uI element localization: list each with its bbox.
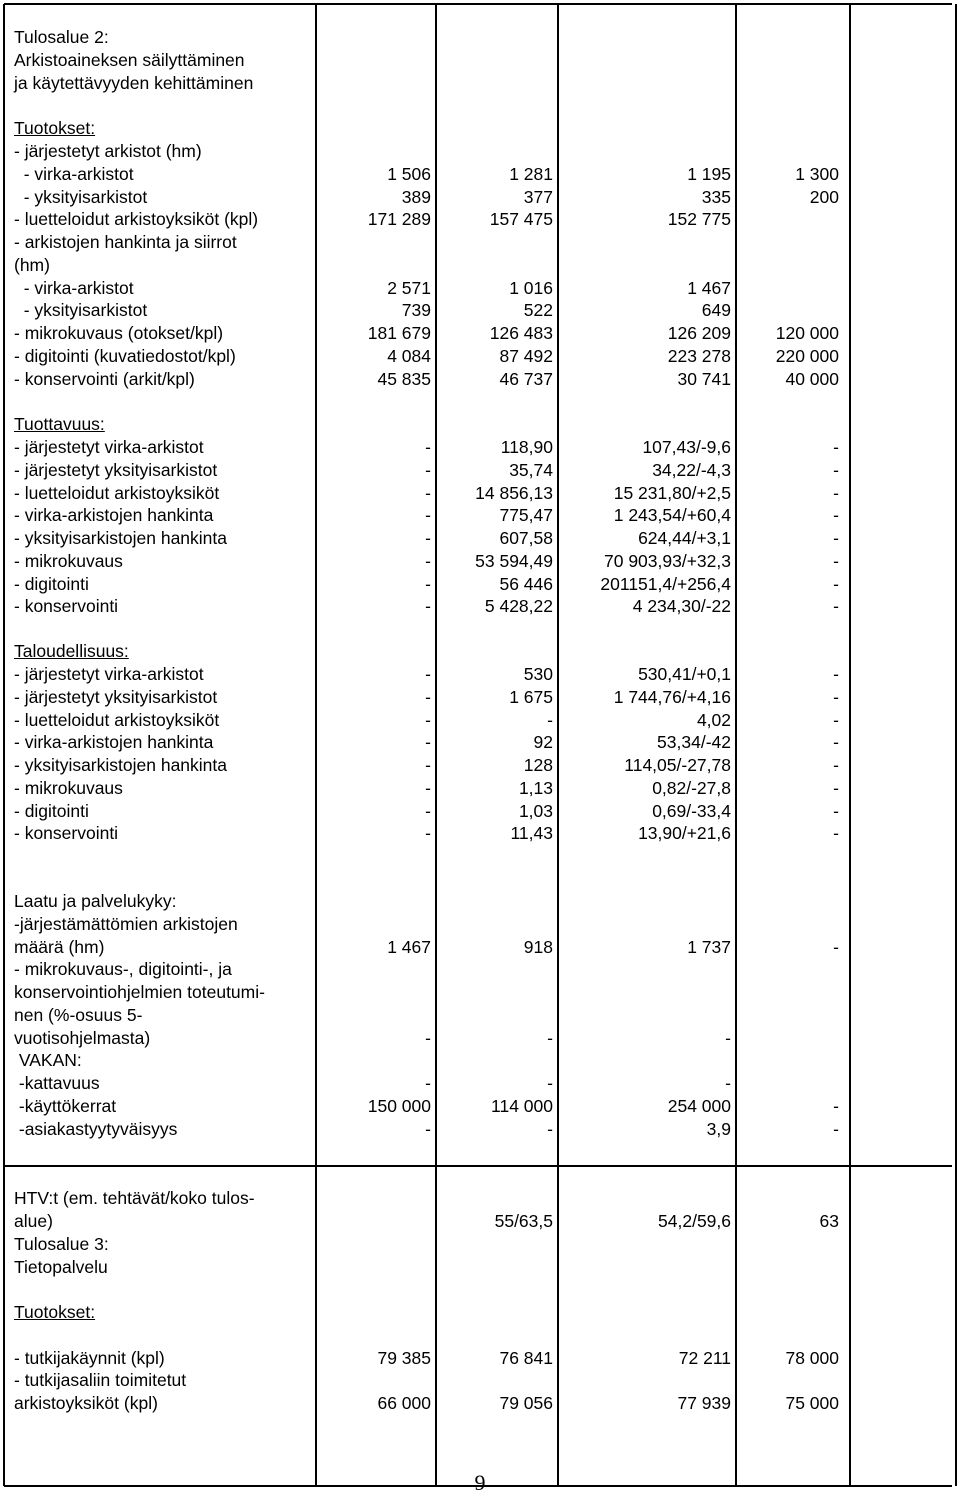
productivity-row-label: - yksityisarkistojen hankinta bbox=[14, 528, 227, 548]
htv-row-label: HTV:t (em. tehtävät/koko tulos- bbox=[14, 1188, 255, 1208]
productivity-row-value: - bbox=[425, 482, 431, 503]
economy-row-value: - bbox=[547, 709, 553, 730]
productivity-row-value: 56 446 bbox=[499, 573, 553, 594]
economy-row-value: 0,69/-33,4 bbox=[652, 800, 731, 821]
outputs-row-value: 79 056 bbox=[499, 1393, 553, 1413]
outputs-row-value: 157 475 bbox=[489, 209, 553, 230]
outputs-row-value: 66 000 bbox=[377, 1393, 431, 1413]
outputs-row-value: 1 281 bbox=[509, 163, 553, 184]
htv-row-value: 55/63,5 bbox=[494, 1210, 553, 1231]
economy-row-value: 0,82/-27,8 bbox=[652, 777, 731, 798]
outputs-row-value: 335 bbox=[701, 186, 731, 207]
quality-row-value: - bbox=[425, 1073, 431, 1093]
productivity-row-value: - bbox=[425, 459, 431, 480]
productivity-row-value: - bbox=[425, 550, 431, 571]
htv-row-value: 54,2/59,6 bbox=[658, 1210, 731, 1231]
outputs-row-label: (hm) bbox=[14, 254, 50, 275]
outputs-row-value: 30 741 bbox=[677, 368, 731, 389]
section-title: Tietopalvelu bbox=[14, 1256, 108, 1277]
quality-row-value: - bbox=[547, 1073, 553, 1093]
outputs-row-value: 1 467 bbox=[687, 277, 731, 298]
economy-row-value: - bbox=[425, 686, 431, 707]
section-title: Arkistoaineksen säilyttäminen bbox=[14, 49, 245, 70]
economy-heading: Taloudellisuus: bbox=[14, 641, 129, 661]
htv-row-value: 63 bbox=[819, 1210, 839, 1231]
productivity-row-label: - mikrokuvaus bbox=[14, 550, 123, 571]
outputs-row-value: 522 bbox=[523, 300, 553, 321]
productivity-row-value: 1 243,54/+60,4 bbox=[613, 505, 731, 526]
table-vertical-line bbox=[435, 4, 437, 1486]
table-horizontal-line bbox=[4, 3, 952, 5]
quality-row-label: nen (%-osuus 5- bbox=[14, 1004, 143, 1025]
outputs-row-value: 1 016 bbox=[509, 277, 553, 298]
economy-row-value: - bbox=[833, 709, 839, 730]
section-title: Tulosalue 3: bbox=[14, 1234, 109, 1254]
htv-row-label: alue) bbox=[14, 1210, 53, 1231]
outputs-row-value: 45 835 bbox=[377, 368, 431, 389]
outputs-row-value: 1 506 bbox=[387, 163, 431, 184]
outputs-row-value: 79 385 bbox=[377, 1348, 431, 1368]
outputs-row-value: 4 084 bbox=[387, 345, 431, 366]
productivity-row-value: 107,43/-9,6 bbox=[642, 437, 731, 457]
quality-row-label: - mikrokuvaus-, digitointi-, ja bbox=[14, 959, 232, 980]
productivity-row-value: - bbox=[425, 573, 431, 594]
quality-row-label: -asiakastyytyväisyys bbox=[14, 1118, 178, 1139]
outputs-row-label: arkistoyksiköt (kpl) bbox=[14, 1393, 158, 1413]
economy-row-value: - bbox=[833, 755, 839, 775]
productivity-row-label: - luetteloidut arkistoyksiköt bbox=[14, 482, 220, 503]
productivity-row-label: - järjestetyt yksityisarkistot bbox=[14, 459, 218, 480]
economy-row-value: - bbox=[833, 800, 839, 821]
economy-row-value: 1 675 bbox=[509, 686, 553, 707]
economy-row-value: 128 bbox=[523, 755, 553, 775]
economy-row-value: 114,05/-27,78 bbox=[624, 755, 731, 775]
outputs-row-value: 200 bbox=[809, 186, 839, 207]
quality-row-label: määrä (hm) bbox=[14, 936, 105, 957]
economy-row-label: - luetteloidut arkistoyksiköt bbox=[14, 709, 220, 730]
productivity-row-value: 34,22/-4,3 bbox=[652, 459, 731, 480]
table-vertical-line bbox=[557, 4, 559, 1486]
productivity-row-value: - bbox=[833, 573, 839, 594]
quality-row-value: - bbox=[725, 1073, 731, 1093]
outputs-row-value: 72 211 bbox=[678, 1348, 731, 1368]
productivity-heading: Tuottavuus: bbox=[14, 414, 105, 434]
outputs-row-value: 220 000 bbox=[775, 345, 839, 366]
outputs-row-label: - yksityisarkistot bbox=[14, 186, 148, 207]
productivity-row-value: 14 856,13 bbox=[475, 482, 553, 503]
productivity-row-value: 70 903,93/+32,3 bbox=[604, 550, 731, 571]
productivity-row-value: 35,74 bbox=[509, 459, 553, 480]
productivity-row-value: 775,47 bbox=[499, 505, 553, 526]
outputs-row-label: - mikrokuvaus (otokset/kpl) bbox=[14, 323, 224, 343]
economy-row-value: - bbox=[425, 664, 431, 684]
quality-row-value: 150 000 bbox=[367, 1095, 431, 1116]
outputs-row-value: 1 300 bbox=[795, 163, 839, 184]
economy-row-value: 530,41/+0,1 bbox=[638, 664, 731, 684]
productivity-row-value: - bbox=[833, 505, 839, 526]
economy-row-value: - bbox=[425, 777, 431, 798]
outputs-row-value: 46 737 bbox=[499, 368, 553, 389]
page-number: 9 bbox=[474, 1470, 486, 1495]
outputs-row-label: - tutkijasaliin toimitetut bbox=[14, 1370, 187, 1390]
outputs-row-value: 78 000 bbox=[785, 1348, 839, 1368]
productivity-row-value: 118,90 bbox=[500, 437, 553, 457]
productivity-row-value: 53 594,49 bbox=[475, 550, 553, 571]
productivity-row-label: - digitointi bbox=[14, 573, 89, 594]
quality-row-value: 254 000 bbox=[667, 1095, 731, 1116]
productivity-row-label: - virka-arkistojen hankinta bbox=[14, 505, 214, 526]
economy-row-value: - bbox=[425, 823, 431, 844]
outputs-heading: Tuotokset: bbox=[14, 118, 96, 138]
economy-row-value: 53,34/-42 bbox=[657, 732, 731, 753]
outputs-row-value: 223 278 bbox=[667, 345, 731, 366]
economy-row-label: - järjestetyt yksityisarkistot bbox=[14, 686, 218, 707]
outputs-row-value: 739 bbox=[401, 300, 431, 321]
productivity-row-value: 607,58 bbox=[499, 528, 553, 548]
economy-row-value: - bbox=[425, 755, 431, 775]
economy-row-value: 92 bbox=[533, 732, 553, 753]
outputs-row-value: 75 000 bbox=[785, 1393, 839, 1413]
outputs-row-value: 120 000 bbox=[775, 323, 839, 343]
outputs-row-value: 649 bbox=[701, 300, 731, 321]
section-title: ja käytettävyyden kehittäminen bbox=[14, 72, 254, 93]
economy-row-value: - bbox=[833, 664, 839, 684]
economy-row-value: - bbox=[833, 777, 839, 798]
quality-row-value: - bbox=[547, 1118, 553, 1139]
economy-row-value: - bbox=[425, 709, 431, 730]
quality-row-value: - bbox=[833, 936, 839, 957]
outputs-row-value: 152 775 bbox=[667, 209, 731, 230]
economy-row-value: 530 bbox=[523, 664, 553, 684]
economy-row-value: - bbox=[833, 686, 839, 707]
outputs-row-label: - yksityisarkistot bbox=[14, 300, 148, 321]
outputs-row-value: 40 000 bbox=[785, 368, 839, 389]
section-title: Tulosalue 2: bbox=[14, 27, 109, 47]
quality-row-value: 114 000 bbox=[491, 1095, 553, 1116]
economy-row-value: - bbox=[833, 732, 839, 753]
outputs-heading: Tuotokset: bbox=[14, 1302, 96, 1322]
productivity-row-value: - bbox=[833, 596, 839, 617]
quality-row-value: - bbox=[425, 1027, 431, 1048]
outputs-row-label: - luetteloidut arkistoyksiköt (kpl) bbox=[14, 209, 259, 230]
table-vertical-line bbox=[3, 4, 5, 1486]
productivity-row-value: 5 428,22 bbox=[484, 596, 553, 617]
quality-row-value: - bbox=[725, 1027, 731, 1048]
outputs-row-value: 76 841 bbox=[499, 1348, 553, 1368]
outputs-row-value: 181 679 bbox=[367, 323, 431, 343]
quality-row-label: VAKAN: bbox=[14, 1050, 82, 1071]
outputs-row-label: - konservointi (arkit/kpl) bbox=[14, 368, 195, 389]
productivity-row-value: - bbox=[833, 482, 839, 503]
productivity-row-value: - bbox=[425, 505, 431, 526]
quality-row-value: 1 467 bbox=[387, 936, 431, 957]
economy-row-label: - järjestetyt virka-arkistot bbox=[14, 664, 204, 684]
outputs-row-value: 126 483 bbox=[489, 323, 553, 343]
quality-row-value: 1 737 bbox=[687, 936, 731, 957]
productivity-row-value: 201151,4/+256,4 bbox=[600, 573, 731, 594]
quality-row-label: konservointiohjelmien toteutumi- bbox=[14, 982, 265, 1002]
quality-row-label: -järjestämättömien arkistojen bbox=[14, 913, 238, 934]
economy-row-label: - digitointi bbox=[14, 800, 89, 821]
economy-row-value: 13,90/+21,6 bbox=[638, 823, 731, 844]
table-vertical-line bbox=[315, 4, 317, 1486]
quality-row-value: 918 bbox=[523, 936, 553, 957]
economy-row-label: - virka-arkistojen hankinta bbox=[14, 732, 214, 753]
productivity-row-value: - bbox=[833, 459, 839, 480]
productivity-row-value: - bbox=[425, 528, 431, 548]
economy-row-value: - bbox=[425, 732, 431, 753]
outputs-row-label: - virka-arkistot bbox=[14, 277, 134, 298]
outputs-row-label: - virka-arkistot bbox=[14, 163, 134, 184]
economy-row-value: - bbox=[425, 800, 431, 821]
productivity-row-value: 15 231,80/+2,5 bbox=[613, 482, 731, 503]
productivity-row-value: - bbox=[833, 528, 839, 548]
productivity-row-value: - bbox=[833, 437, 839, 457]
economy-row-value: 1,13 bbox=[518, 777, 553, 798]
quality-row-label: vuotisohjelmasta) bbox=[14, 1027, 151, 1048]
productivity-row-value: - bbox=[425, 437, 431, 457]
outputs-row-label: - arkistojen hankinta ja siirrot bbox=[14, 232, 237, 252]
outputs-row-value: 77 939 bbox=[677, 1393, 731, 1413]
outputs-row-value: 377 bbox=[523, 186, 553, 207]
outputs-row-label: - järjestetyt arkistot (hm) bbox=[14, 141, 202, 161]
outputs-row-value: 126 209 bbox=[667, 323, 731, 343]
table-vertical-line bbox=[849, 4, 851, 1486]
table-vertical-line bbox=[955, 4, 957, 1486]
outputs-row-label: - tutkijakäynnit (kpl) bbox=[14, 1348, 165, 1368]
productivity-row-value: 624,44/+3,1 bbox=[638, 528, 731, 548]
outputs-row-value: 171 289 bbox=[367, 209, 431, 230]
outputs-row-value: 87 492 bbox=[499, 345, 553, 366]
economy-row-label: - yksityisarkistojen hankinta bbox=[14, 755, 227, 775]
quality-row-value: - bbox=[833, 1118, 839, 1139]
productivity-row-value: 4 234,30/-22 bbox=[632, 596, 731, 617]
economy-row-value: 1 744,76/+4,16 bbox=[613, 686, 731, 707]
outputs-row-label: - digitointi (kuvatiedostot/kpl) bbox=[14, 345, 236, 366]
economy-row-value: 1,03 bbox=[518, 800, 553, 821]
quality-row-value: - bbox=[547, 1027, 553, 1048]
outputs-row-value: 389 bbox=[401, 186, 431, 207]
economy-row-value: 11,43 bbox=[510, 823, 553, 844]
table-horizontal-line bbox=[4, 1165, 952, 1167]
quality-row-value: - bbox=[833, 1095, 839, 1116]
economy-row-value: 4,02 bbox=[696, 709, 731, 730]
economy-row-label: - mikrokuvaus bbox=[14, 777, 123, 798]
quality-row-value: - bbox=[425, 1118, 431, 1139]
productivity-row-value: - bbox=[425, 596, 431, 617]
quality-row-label: -käyttökerrat bbox=[14, 1095, 117, 1116]
table-vertical-line bbox=[735, 4, 737, 1486]
economy-row-label: - konservointi bbox=[14, 823, 119, 844]
productivity-row-value: - bbox=[833, 550, 839, 571]
quality-row-label: Laatu ja palvelukyky: bbox=[14, 891, 177, 911]
outputs-row-value: 1 195 bbox=[687, 163, 731, 184]
economy-row-value: - bbox=[833, 823, 839, 844]
quality-row-value: 3,9 bbox=[706, 1118, 731, 1139]
quality-row-label: -kattavuus bbox=[14, 1073, 100, 1093]
productivity-row-label: - järjestetyt virka-arkistot bbox=[14, 437, 204, 457]
productivity-row-label: - konservointi bbox=[14, 596, 119, 617]
outputs-row-value: 2 571 bbox=[387, 277, 431, 298]
